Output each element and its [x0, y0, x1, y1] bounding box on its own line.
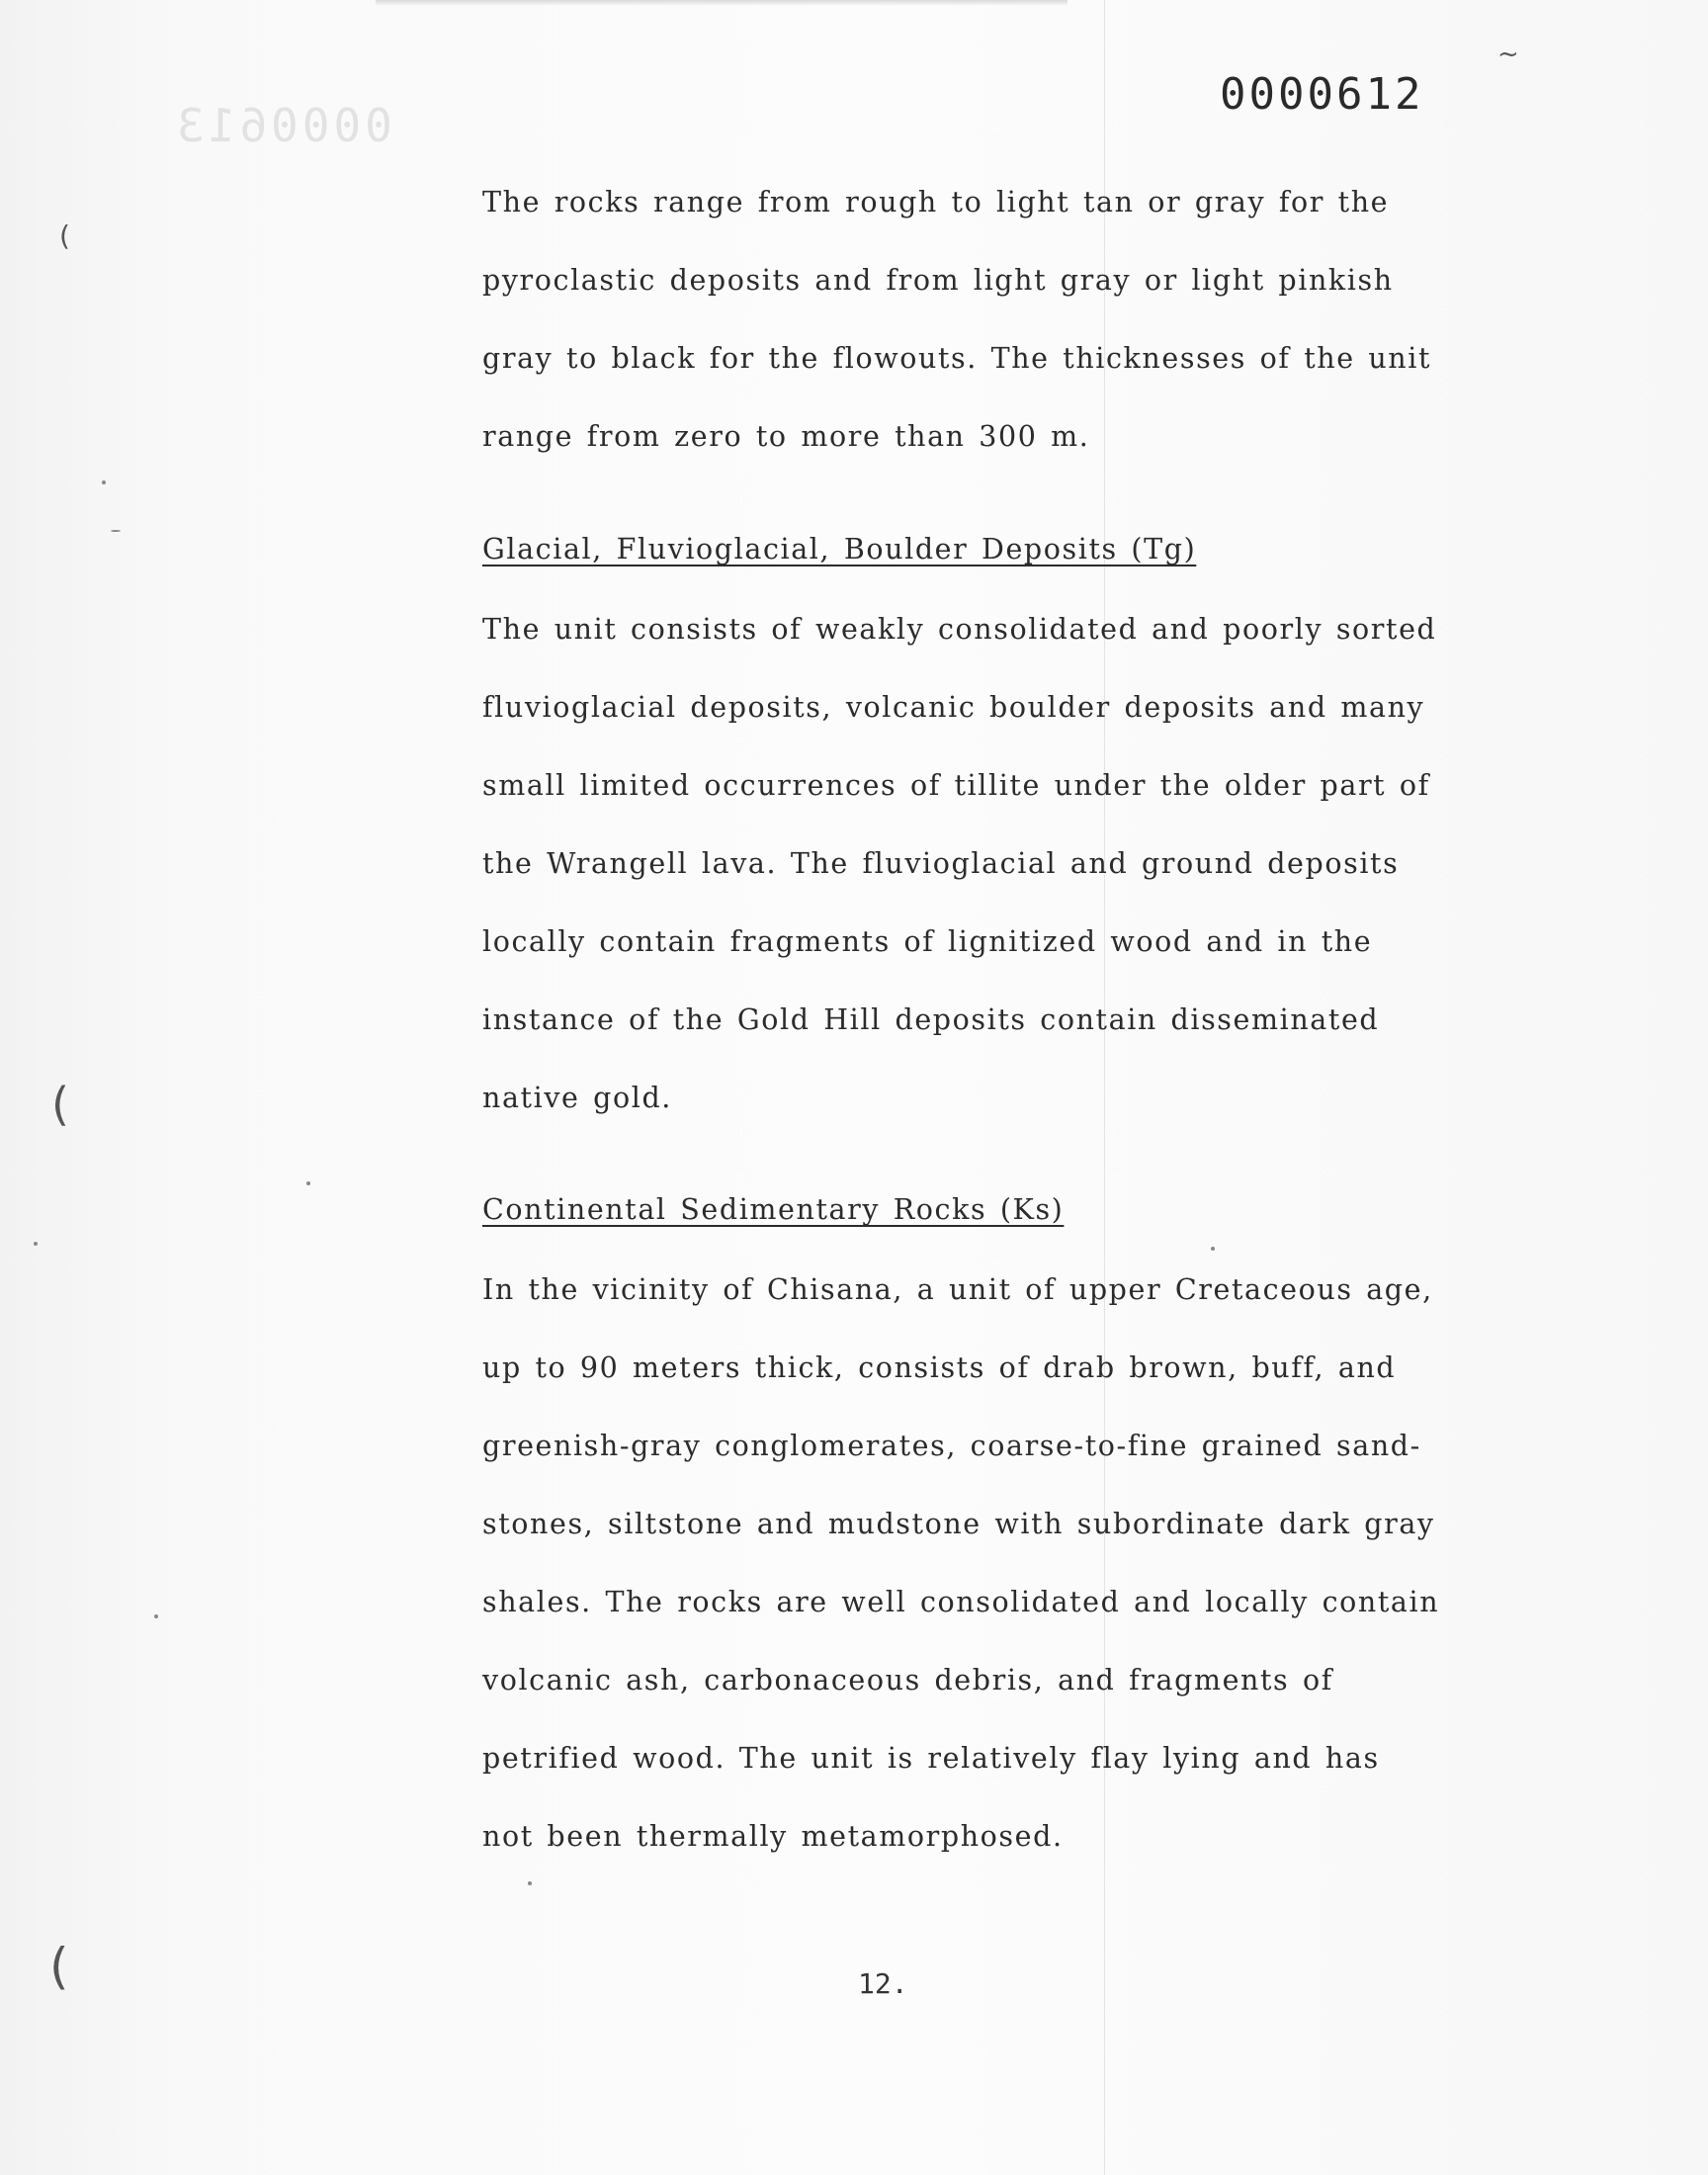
- text-line: not been thermally metamorphosed.: [482, 1820, 1064, 1853]
- text-line: petrified wood. The unit is relatively flay lying and has: [482, 1742, 1380, 1775]
- scan-mark: ~: [1497, 40, 1519, 69]
- text-line: stones, siltstone and mudstone with subordinate dark gray: [482, 1508, 1435, 1540]
- text-line: the Wrangell lava. The fluvioglacial and ground deposits: [482, 847, 1400, 880]
- text-line: The rocks range from rough to light tan or gray for the: [482, 186, 1390, 218]
- page-number: 12.: [858, 1967, 908, 2000]
- document-number: 0000612: [1220, 69, 1424, 120]
- section-body-continental-sedimentary-rocks: [482, 1251, 1530, 1875]
- section-heading-continental-sedimentary-rocks: Continental Sedimentary Rocks (Ks): [482, 1193, 1065, 1226]
- scan-dot: [306, 1181, 310, 1185]
- text-line: instance of the Gold Hill deposits contain disseminated: [482, 1003, 1380, 1036]
- scan-mark: (: [49, 1938, 69, 1995]
- intro-paragraph: [482, 163, 1530, 476]
- bleed-through-document-number: 0000613: [173, 99, 392, 152]
- text-line: greenish-gray conglomerates, coarse-to-fine grained sand-: [482, 1430, 1421, 1462]
- scan-dot: [528, 1881, 532, 1885]
- text-line: locally contain fragments of lignitized wood and in the: [482, 925, 1373, 958]
- text-line: shales. The rocks are well consolidated and locally contain: [482, 1586, 1440, 1618]
- scan-dot: [34, 1242, 38, 1246]
- text-line: range from zero to more than 300 m.: [482, 420, 1090, 453]
- text-line: The unit consists of weakly consolidated and poorly sorted: [482, 613, 1437, 646]
- section-body-glacial-deposits: [482, 590, 1530, 1137]
- scan-dot: [111, 530, 121, 532]
- scan-dot: [102, 480, 106, 484]
- scan-edge-shadow: [376, 0, 1068, 6]
- text-line: small limited occurrences of tillite under the older part of: [482, 769, 1430, 802]
- text-line: volcanic ash, carbonaceous debris, and fragments of: [482, 1664, 1333, 1696]
- scan-mark: (: [51, 1078, 69, 1131]
- text-line: In the vicinity of Chisana, a unit of upper Cretaceous age,: [482, 1273, 1433, 1306]
- text-line: up to 90 meters thick, consists of drab brown, buff, and: [482, 1351, 1397, 1384]
- scan-dot: [154, 1614, 158, 1618]
- scan-mark: (: [59, 219, 70, 252]
- text-line: fluvioglacial deposits, volcanic boulder deposits and many: [482, 691, 1425, 724]
- section-heading-glacial-deposits: Glacial, Fluvioglacial, Boulder Deposits (Tg): [482, 533, 1197, 566]
- text-line: pyroclastic deposits and from light gray or light pinkish: [482, 264, 1394, 297]
- text-line: gray to black for the flowouts. The thicknesses of the unit: [482, 342, 1432, 375]
- text-line: native gold.: [482, 1082, 672, 1114]
